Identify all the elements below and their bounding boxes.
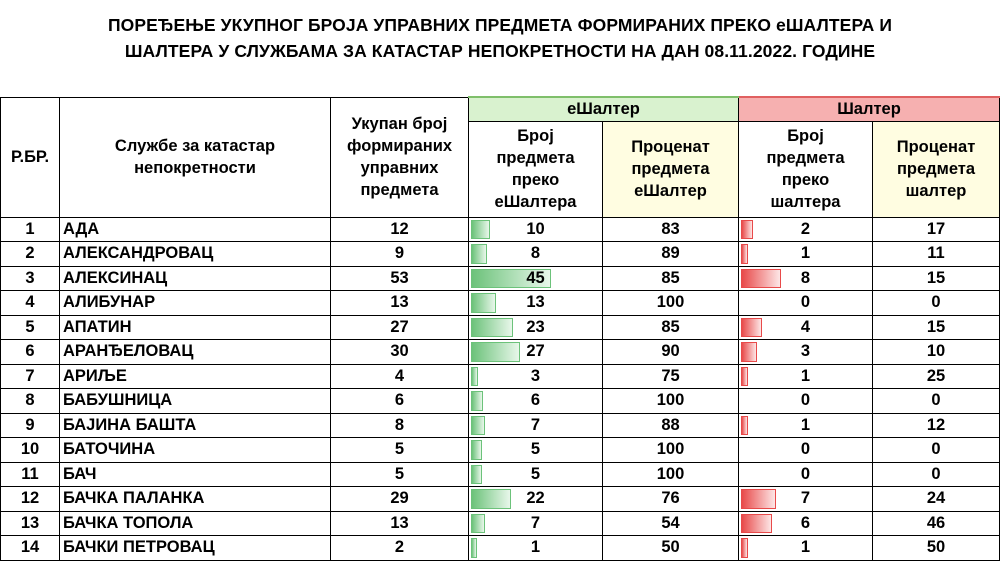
total-cell: 6: [331, 389, 469, 414]
total-cell: 29: [331, 487, 469, 512]
s-count-cell: [739, 462, 873, 487]
s-count-value: 2: [800, 219, 811, 238]
e-count-value: 8: [530, 244, 541, 263]
s-count-value: 1: [800, 415, 811, 434]
s-percent-cell: 24: [873, 487, 1000, 512]
e-count-cell: [469, 217, 603, 242]
total-cell: 12: [331, 217, 469, 242]
e-percent-cell: 76: [603, 487, 739, 512]
total-cell: 8: [331, 413, 469, 438]
s-count-cell: [739, 242, 873, 267]
table-row: [1, 242, 1000, 267]
e-count-value: 7: [530, 513, 541, 532]
s-percent-cell: 15: [873, 315, 1000, 340]
e-count-value: 5: [530, 464, 541, 483]
s-percent-cell: 11: [873, 242, 1000, 267]
e-percent-cell: 54: [603, 511, 739, 536]
service-name-cell: БАЧКИ ПЕТРОВАЦ: [60, 536, 331, 561]
e-count-value: 3: [530, 366, 541, 385]
e-percent-cell: 100: [603, 438, 739, 463]
e-count-cell: [469, 511, 603, 536]
e-percent-cell: 75: [603, 364, 739, 389]
e-count-value: 22: [526, 489, 545, 508]
rbr-cell: 1: [1, 217, 60, 242]
table-row: [1, 217, 1000, 242]
total-cell: 27: [331, 315, 469, 340]
e-percent-cell: 89: [603, 242, 739, 267]
s-count-cell: [739, 413, 873, 438]
s-percent-cell: 0: [873, 389, 1000, 414]
e-percent-cell: 50: [603, 536, 739, 561]
service-name-cell: АРАНЂЕЛОВАЦ: [60, 340, 331, 365]
s-count-cell: [739, 217, 873, 242]
service-name-cell: БАЧКА ПАЛАНКА: [60, 487, 331, 512]
e-count-value: 45: [526, 268, 545, 287]
header-salter-group: Шалтер: [739, 97, 1000, 121]
table-row: [1, 340, 1000, 365]
total-cell: 5: [331, 438, 469, 463]
s-count-cell: [739, 511, 873, 536]
s-percent-cell: 17: [873, 217, 1000, 242]
rbr-cell: 2: [1, 242, 60, 267]
e-count-cell: [469, 487, 603, 512]
e-count-cell: [469, 438, 603, 463]
s-count-cell: [739, 389, 873, 414]
s-percent-cell: 10: [873, 340, 1000, 365]
rbr-cell: 6: [1, 340, 60, 365]
service-name-cell: АПАТИН: [60, 315, 331, 340]
e-count-cell: [469, 242, 603, 267]
service-name-cell: БАЈИНА БАШТА: [60, 413, 331, 438]
s-count-value: 0: [800, 464, 811, 483]
rbr-cell: 11: [1, 462, 60, 487]
s-count-value: 0: [800, 293, 811, 312]
s-count-cell: [739, 291, 873, 316]
e-percent-cell: 100: [603, 291, 739, 316]
e-count-value: 27: [526, 342, 545, 361]
s-count-value: 4: [800, 317, 811, 336]
s-count-value: 0: [800, 391, 811, 410]
table-row: [1, 438, 1000, 463]
service-name-cell: АЛЕКСАНДРОВАЦ: [60, 242, 331, 267]
s-percent-cell: 15: [873, 266, 1000, 291]
e-count-cell: [469, 462, 603, 487]
rbr-cell: 8: [1, 389, 60, 414]
table-row: [1, 511, 1000, 536]
rbr-cell: 10: [1, 438, 60, 463]
header-s-percent: Проценат предмета шалтер: [873, 121, 1000, 217]
rbr-cell: 14: [1, 536, 60, 561]
service-name-cell: АЛЕКСИНАЦ: [60, 266, 331, 291]
e-count-value: 13: [526, 293, 545, 312]
e-count-value: 10: [526, 219, 545, 238]
s-count-value: 6: [800, 513, 811, 532]
header-total: Укупан број формираних управних предмета: [331, 97, 469, 217]
e-percent-cell: 90: [603, 340, 739, 365]
e-count-cell: [469, 389, 603, 414]
s-count-cell: [739, 364, 873, 389]
e-count-cell: [469, 291, 603, 316]
rbr-cell: 12: [1, 487, 60, 512]
e-count-value: 23: [526, 317, 545, 336]
title-line-1: ПОРЕЂЕЊЕ УКУПНОГ БРОЈА УПРАВНИХ ПРЕДМЕТА ФОРМИРАНИХ ПРЕКО еШАЛТЕРА И: [107, 15, 893, 35]
s-percent-cell: 25: [873, 364, 1000, 389]
e-count-value: 6: [530, 391, 541, 410]
s-count-cell: [739, 315, 873, 340]
table-row: [1, 389, 1000, 414]
rbr-cell: 4: [1, 291, 60, 316]
table-row: [1, 266, 1000, 291]
rbr-cell: 5: [1, 315, 60, 340]
e-percent-cell: 88: [603, 413, 739, 438]
header-s-count: Број предмета преко шалтера: [739, 121, 873, 217]
total-cell: 13: [331, 291, 469, 316]
service-name-cell: АДА: [60, 217, 331, 242]
s-percent-cell: 50: [873, 536, 1000, 561]
e-percent-cell: 100: [603, 389, 739, 414]
e-percent-cell: 85: [603, 266, 739, 291]
total-cell: 2: [331, 536, 469, 561]
s-percent-cell: 12: [873, 413, 1000, 438]
total-cell: 53: [331, 266, 469, 291]
s-count-value: 0: [800, 440, 811, 459]
table-body: [1, 217, 1000, 560]
s-count-value: 1: [800, 244, 811, 263]
s-percent-cell: 0: [873, 462, 1000, 487]
total-cell: 13: [331, 511, 469, 536]
e-count-cell: [469, 364, 603, 389]
service-name-cell: БАБУШНИЦА: [60, 389, 331, 414]
table-row: [1, 315, 1000, 340]
total-cell: 30: [331, 340, 469, 365]
table-row: [1, 364, 1000, 389]
s-count-value: 7: [800, 489, 811, 508]
rbr-cell: 13: [1, 511, 60, 536]
service-name-cell: БАЧКА ТОПОЛА: [60, 511, 331, 536]
s-count-value: 1: [800, 366, 811, 385]
s-count-value: 8: [800, 268, 811, 287]
table-row: [1, 291, 1000, 316]
e-count-cell: [469, 413, 603, 438]
table-row: [1, 462, 1000, 487]
table-row: [1, 413, 1000, 438]
e-percent-cell: 83: [603, 217, 739, 242]
e-count-cell: [469, 536, 603, 561]
e-count-cell: [469, 340, 603, 365]
e-count-value: 1: [530, 538, 541, 557]
table-row: [1, 536, 1000, 561]
s-count-cell: [739, 438, 873, 463]
e-count-cell: [469, 266, 603, 291]
header-e-percent: Проценат предмета еШалтер: [603, 121, 739, 217]
header-service: Службе за катастар непокретности: [60, 97, 331, 217]
total-cell: 4: [331, 364, 469, 389]
e-percent-cell: 100: [603, 462, 739, 487]
title-line-2: ШАЛТЕРА У СЛУЖБАМА ЗА КАТАСТАР НЕПОКРЕТНОСТИ НА ДАН 08.11.2022. ГОДИНЕ: [124, 41, 876, 61]
header-e-count: Број предмета преко еШалтера: [469, 121, 603, 217]
s-count-value: 1: [800, 538, 811, 557]
s-count-cell: [739, 266, 873, 291]
header-esalter-group: еШалтер: [469, 97, 739, 121]
e-count-cell: [469, 315, 603, 340]
e-percent-cell: 85: [603, 315, 739, 340]
table-row: [1, 487, 1000, 512]
cadastre-comparison-table: [0, 96, 1000, 561]
service-name-cell: АЛИБУНАР: [60, 291, 331, 316]
rbr-cell: 3: [1, 266, 60, 291]
rbr-cell: 9: [1, 413, 60, 438]
s-percent-cell: 46: [873, 511, 1000, 536]
s-count-cell: [739, 487, 873, 512]
s-count-cell: [739, 536, 873, 561]
e-count-value: 7: [530, 415, 541, 434]
s-percent-cell: 0: [873, 438, 1000, 463]
s-count-cell: [739, 340, 873, 365]
header-rbr: Р.БР.: [1, 97, 60, 217]
s-count-value: 3: [800, 342, 811, 361]
total-cell: 5: [331, 462, 469, 487]
service-name-cell: БАЧ: [60, 462, 331, 487]
rbr-cell: 7: [1, 364, 60, 389]
report-title: [0, 12, 1000, 64]
total-cell: 9: [331, 242, 469, 267]
e-count-value: 5: [530, 440, 541, 459]
service-name-cell: БАТОЧИНА: [60, 438, 331, 463]
s-percent-cell: 0: [873, 291, 1000, 316]
service-name-cell: АРИЉЕ: [60, 364, 331, 389]
